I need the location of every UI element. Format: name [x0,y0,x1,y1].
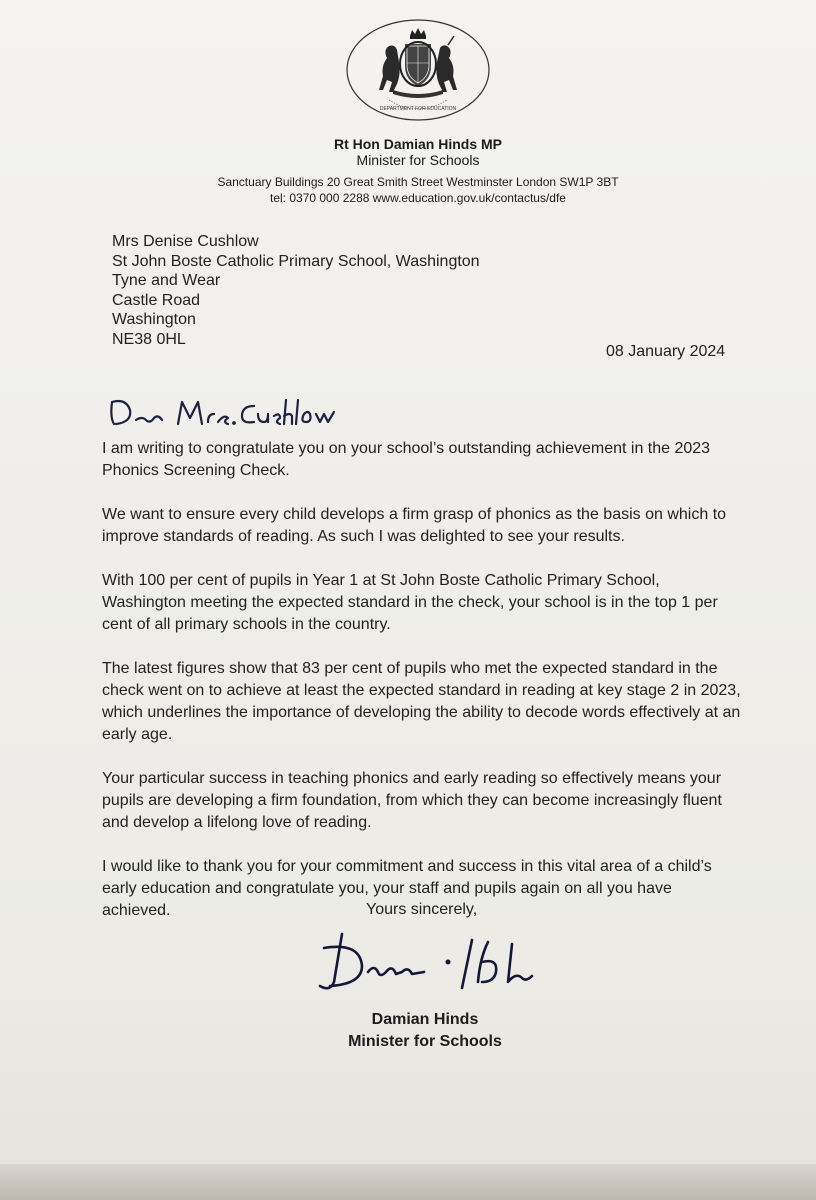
handwritten-salutation [108,392,348,432]
royal-coat-of-arms-icon [345,18,491,122]
recipient-line: Washington [112,311,196,328]
recipient-line: Mrs Denise Cushlow [112,233,259,250]
letter-date: 08 January 2024 [606,343,726,360]
body-paragraph: The latest figures show that 83 per cent of pupils who met the expected standard in the check went on to achieve at least the expected standard in reading at key stage 2 in 2023, which underlines the importance of developing the ability to decode words effectively at an early age. [102,660,741,743]
sender-address: Sanctuary Buildings 20 Great Smith Street Westminster London SW1P 3BT [217,175,619,189]
signatory-role: Minister for Schools [348,1033,502,1050]
recipient-address [112,232,480,349]
recipient-line: Castle Road [112,291,201,309]
body-paragraph: Your particular success in teaching phonics and early reading so effectively means your pupils are developing a firm foundation, from which they can become increasingly fluent and develop a lifelong love of reading. [102,770,722,831]
recipient-line: Tyne and Wear [112,272,221,289]
closing: Yours sincerely, [366,901,478,918]
recipient-line: NE38 0HL [112,330,186,348]
sender-name: Rt Hon Damian Hinds MP [333,136,502,152]
paper-edge [0,1164,816,1200]
sender-role: Minister for Schools [356,152,480,168]
signatory-name: Damian Hinds [371,1011,479,1028]
body-paragraph: We want to ensure every child develops a firm grasp of phonics as the basis on which to improve standards of reading. As such I was delighted to see your results. [102,506,727,545]
body-paragraph: With 100 per cent of pupils in Year 1 at St John Boste Catholic Primary School, Washington meeting the expected standard in the check, your school is in the top 1 per cent of all primary schools in the country. [102,572,718,633]
department-name: DEPARTMENT FOR EDUCATION [379,106,457,112]
handwritten-signature [312,928,562,998]
sender-contact: tel: 0370 000 2288 www.education.gov.uk/contactus/dfe [270,191,566,205]
body-paragraph: I am writing to congratulate you on your school’s outstanding achievement in the 2023 Phonics Screening Check. [102,440,711,479]
letter-body [102,438,742,944]
recipient-line: St John Boste Catholic Primary School, Washington [112,252,480,270]
body-paragraph: I would like to thank you for your commitment and success in this vital area of a child’s early education and congratulate you, your staff and pupils again on all you have achieved. [102,858,712,919]
